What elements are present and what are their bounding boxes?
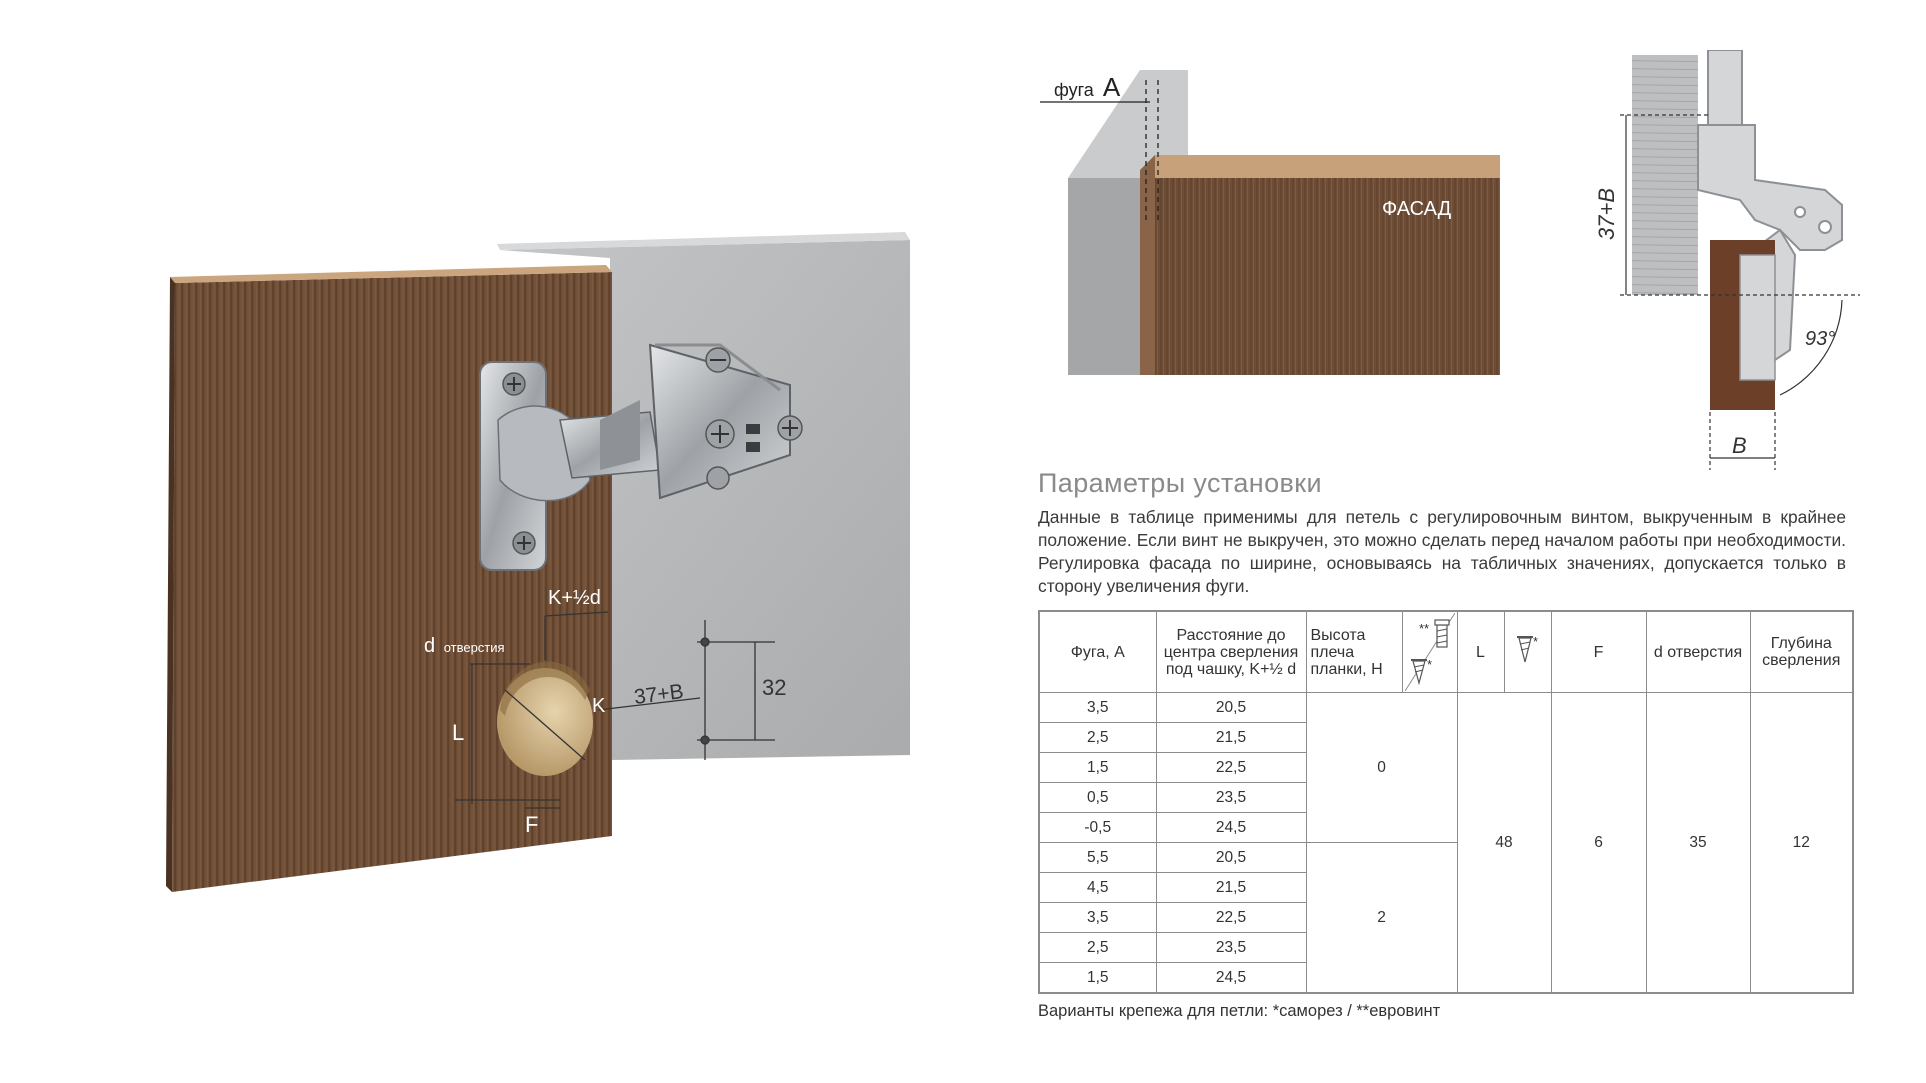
cell-fuga: -0,5 bbox=[1039, 813, 1156, 843]
cell-distance: 22,5 bbox=[1156, 753, 1306, 783]
cell-distance: 24,5 bbox=[1156, 813, 1306, 843]
facade-side bbox=[1710, 240, 1775, 410]
header-fastener-icons bbox=[1402, 611, 1457, 693]
label-k: K bbox=[592, 695, 606, 717]
screw-header-mark: * bbox=[1532, 634, 1538, 649]
cell-distance: 22,5 bbox=[1156, 903, 1306, 933]
header-fuga: Фуга, A bbox=[1039, 611, 1156, 693]
cell-distance: 23,5 bbox=[1156, 783, 1306, 813]
wooden-facade bbox=[166, 265, 612, 892]
label-37b-vertical: 37+B bbox=[1594, 188, 1619, 240]
label-f: F bbox=[525, 812, 539, 837]
euroscrew-marks: ** bbox=[1418, 621, 1429, 636]
cell-fuga: 3,5 bbox=[1039, 693, 1156, 723]
header-height: Высота плеча планки, H bbox=[1306, 611, 1402, 693]
label-d-sub: отверстия bbox=[443, 640, 505, 655]
table-header-row bbox=[1039, 611, 1853, 693]
label-fuga-a: A bbox=[1102, 72, 1121, 102]
cell-height-group: 0 bbox=[1306, 693, 1457, 843]
cell-d: 35 bbox=[1646, 693, 1750, 994]
hinge-side-diagram bbox=[1580, 50, 1880, 470]
cell-distance: 21,5 bbox=[1156, 723, 1306, 753]
label-k-half-d: K+½d bbox=[548, 587, 601, 609]
gap-diagram bbox=[1040, 60, 1510, 380]
section-title: Параметры установки bbox=[1038, 468, 1322, 498]
euroscrew-icon bbox=[1435, 620, 1449, 647]
header-depth: Глубина сверления bbox=[1750, 611, 1853, 693]
header-screw bbox=[1504, 611, 1551, 693]
screw-marks: * bbox=[1426, 657, 1432, 672]
cell-depth: 12 bbox=[1750, 693, 1853, 994]
table-row bbox=[1039, 693, 1853, 723]
label-facade: ФАСАД bbox=[1382, 198, 1452, 220]
cell-fuga: 0,5 bbox=[1039, 783, 1156, 813]
label-37b: 37+B bbox=[632, 680, 685, 709]
cell-fuga: 1,5 bbox=[1039, 963, 1156, 994]
cell-fuga: 2,5 bbox=[1039, 723, 1156, 753]
screw-icon-header bbox=[1513, 630, 1543, 670]
cell-fuga: 1,5 bbox=[1039, 753, 1156, 783]
header-distance: Расстояние до центра сверления под чашку, K+½ d bbox=[1156, 611, 1306, 693]
svg-text:фуга A bbox=[1054, 72, 1121, 102]
cell-height-group: 2 bbox=[1306, 843, 1457, 994]
cell-f: 6 bbox=[1551, 693, 1646, 994]
cell-distance: 20,5 bbox=[1156, 843, 1306, 873]
header-l: L bbox=[1457, 611, 1504, 693]
label-b: B bbox=[1732, 433, 1747, 458]
cell-fuga: 3,5 bbox=[1039, 903, 1156, 933]
cell-l: 48 bbox=[1457, 693, 1551, 994]
cell-distance: 24,5 bbox=[1156, 963, 1306, 994]
label-fuga: фуга bbox=[1054, 80, 1094, 100]
fastener-footnote: Варианты крепежа для петли: *саморез / **евровинт bbox=[1038, 1002, 1441, 1020]
cell-distance: 20,5 bbox=[1156, 693, 1306, 723]
label-l: L bbox=[452, 720, 465, 745]
facade-edge-wood bbox=[1140, 155, 1500, 375]
cell-distance: 23,5 bbox=[1156, 933, 1306, 963]
header-f: F bbox=[1551, 611, 1646, 693]
intro-paragraph: Данные в таблице применимы для петель с регулировочным винтом, выкрученным в крайнее положение. Если винт не выкручен, это можно сделать перед началом работы при необходимости. Регулировка фасада по ширине, основываясь на табличных значениях, допускается только в сторону увеличения фуги. bbox=[1038, 507, 1846, 596]
header-d: d отверстия bbox=[1646, 611, 1750, 693]
cell-distance: 21,5 bbox=[1156, 873, 1306, 903]
screw-icon bbox=[1411, 660, 1427, 683]
label-d: d bbox=[424, 635, 436, 657]
cell-fuga: 4,5 bbox=[1039, 873, 1156, 903]
installation-params-table bbox=[1038, 610, 1854, 994]
cell-fuga: 5,5 bbox=[1039, 843, 1156, 873]
label-angle: 93° bbox=[1805, 328, 1836, 350]
cabinet-panel-side bbox=[1632, 55, 1698, 295]
label-32: 32 bbox=[762, 675, 787, 700]
cell-fuga: 2,5 bbox=[1039, 933, 1156, 963]
euroscrew-and-screw-icon bbox=[1405, 613, 1455, 691]
